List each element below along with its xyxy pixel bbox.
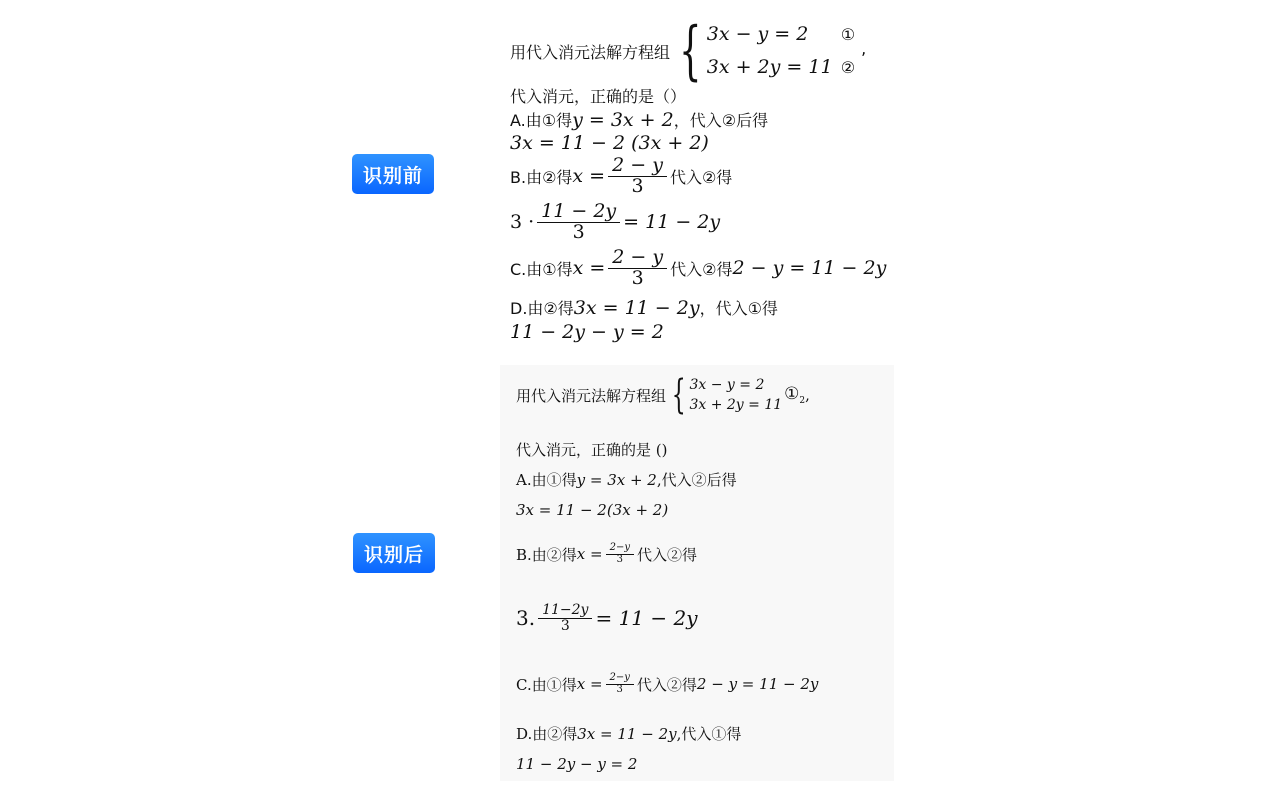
option-d-rendered: D.由②得3x = 11 − 2y,代入①得 [516,725,742,743]
option-a-result: 3x = 11 − 2 (3x + 2) [510,132,709,154]
option-c-fraction: $\frac{2 - y}{3}$ [608,248,667,289]
option-c-tail: 2 − y = 11 − 2y [732,257,887,280]
option-b-lhs: x = [572,165,606,188]
option-d-suffix: ，代入①得 [699,299,778,318]
option-a-math: y = 3x + 2 [572,109,674,131]
option-b-result-fraction-rendered: $\frac{11-2y}{3}$ [538,603,592,633]
after-recognition-label: 识别后 [353,533,435,573]
option-b-result-right: = 11 − 2y [623,211,721,234]
option-a-prefix: A.由①得 [510,111,573,130]
left-brace: { [679,14,702,88]
question-text: 代入消元，正确的是（） [510,87,687,106]
comma-rendered: , [805,386,810,404]
option-a-result-rendered: 3x = 11 − 2(3x + 2) [516,501,669,519]
equation-system [510,14,867,88]
equation-system-rendered [516,372,810,418]
equation-mark-subscript: 2 [799,396,806,406]
option-c [510,248,886,289]
option-c-lhs: x = [572,257,606,280]
equation-marks: ① [784,384,800,404]
problem-intro-rendered: 用代入消元法解方程组 [516,386,667,405]
equation-2: 3x + 2y = 11 [706,56,833,78]
option-d-prefix: D.由②得 [510,299,574,318]
equation-1: 3x − y = 2 [706,23,809,45]
option-c-rendered: C.由①得 x = $\frac{2-y}{3}$ 代入②得 2 − y = 11 − 2y [516,672,819,695]
option-c-prefix: C.由①得 [510,259,573,279]
after-recognition-panel [500,365,894,781]
question-text-rendered: 代入消元，正确的是 () [516,441,668,459]
option-b-rendered: B.由②得 x = $\frac{2-y}{3}$ 代入②得 [516,542,697,565]
option-a [510,108,768,131]
option-c-mid: 代入②得 [670,259,733,279]
option-d-result: 11 − 2y − y = 2 [510,321,664,343]
option-b-result-left: 3 · [510,211,535,234]
option-b-result-rendered: 3. $\frac{11-2y}{3}$ = 11 − 2y [516,602,698,634]
left-brace-rendered: { [671,372,686,418]
option-b-fraction: $\frac{2 - y}{3}$ [608,156,667,197]
option-b-prefix: B.由②得 [510,167,573,187]
option-a-suffix: ，代入②后得 [673,111,769,130]
equation-1-rendered: 3x − y = 2 [689,377,765,393]
equation-2-rendered: 3x + 2y = 11 [689,397,783,413]
option-b-result-fraction: $\frac{11 - 2y}{3}$ [537,202,620,243]
before-recognition-label: 识别前 [352,154,434,194]
option-d-math: 3x = 11 − 2y [573,297,700,319]
option-b-result [510,202,720,243]
problem-intro: 用代入消元法解方程组 [510,42,671,62]
equation-1-mark: ① [840,25,856,44]
option-c-fraction-rendered: $\frac{2-y}{3}$ [606,673,634,695]
option-d [510,296,778,319]
option-b-fraction-rendered: $\frac{2-y}{3}$ [606,543,634,565]
equation-lines [707,18,855,84]
comma: , [861,38,867,58]
option-b [510,156,732,197]
option-a-rendered: A.由①得y = 3x + 2,代入②后得 [516,471,737,489]
option-d-result-rendered: 11 − 2y − y = 2 [516,755,638,773]
option-b-suffix: 代入②得 [669,167,733,187]
equation-lines-rendered [689,375,782,415]
equation-2-mark: ② [840,58,856,77]
